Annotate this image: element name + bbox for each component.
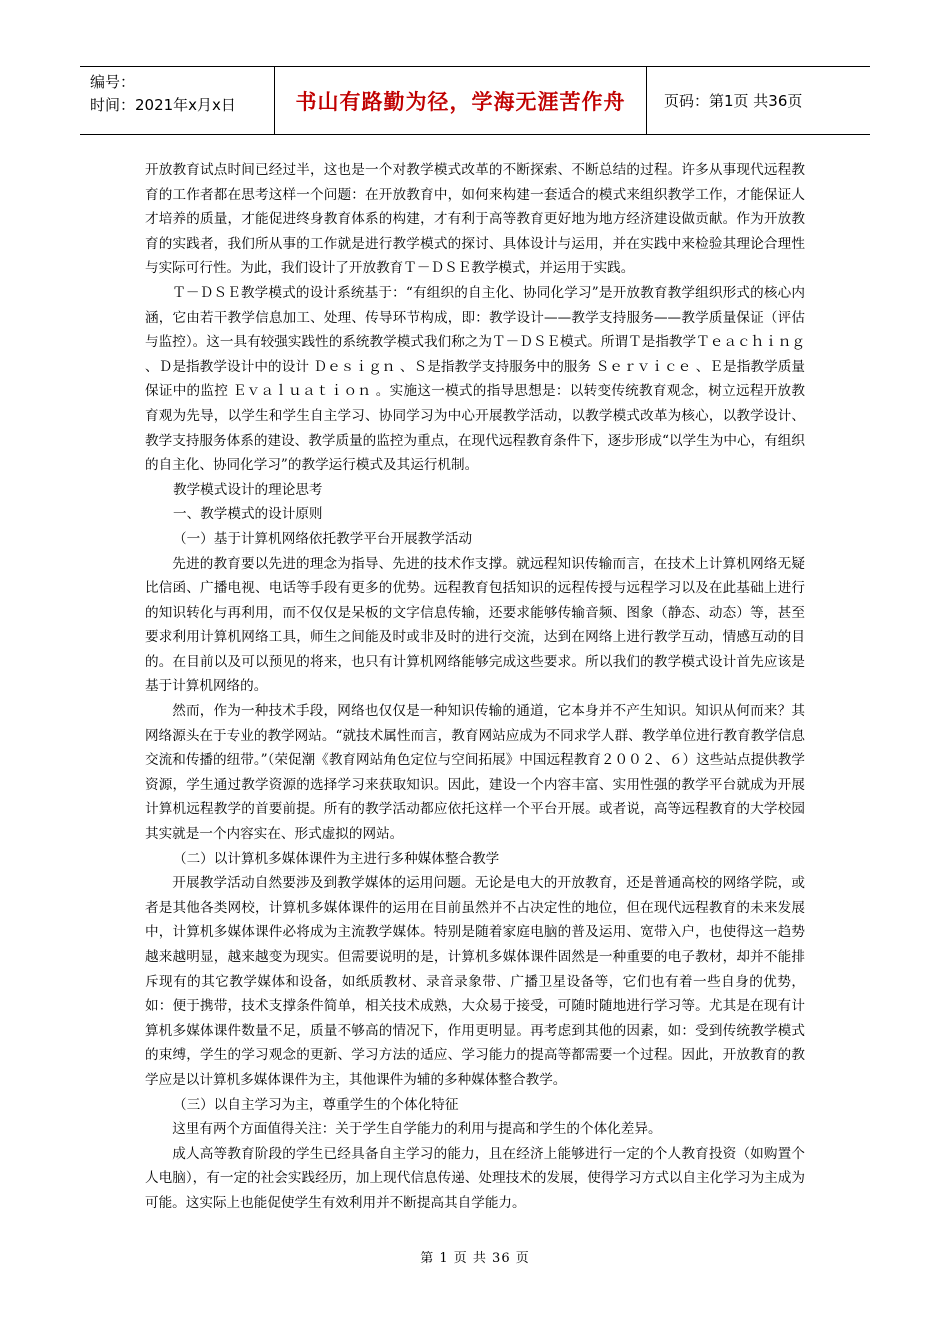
body-paragraph: 这里有两个方面值得关注：关于学生自学能力的利用与提高和学生的个体化差异。 — [172, 1121, 662, 1138]
intro-paragraph: 开放教育试点时间已经过半，这也是一个对教学模式改革的不断探索、不断总结的过程。许多从事现代远程教育的工作者都在思考这样一个问题：在开放教育中，如何来构建一套适合的模式来组织教学工作，才能保证人才培养的质量，才能促进终身教育体系的构建，才有利于高等教育更好地为地方经济建设做贡献。作为开放教育的实践者，我们所从事的工作就是进行教学模式的探讨、具体设计与运用，并在实践中来检验其理论合理性与实际可行性。为此，我们设计了开放教育Ｔ－ＤＳＥ教学模式，并运用于实践。 — [145, 162, 805, 277]
section-heading: 教学模式设计的理论思考 — [173, 481, 323, 498]
number-label: 编号： — [90, 73, 136, 91]
principle-heading-2: （二）以计算机多媒体课件为主进行多种媒体整合教学 — [173, 850, 500, 867]
body-paragraph: 先进的教育要以先进的理念为指导、先进的技术作支撑。就远程知识传输而言，在技术上计算机网络无疑比信函、广播电视、电话等手段有更多的优势。远程教育包括知识的远程传授与远程学习以及在此基础上进行的知识转化与再利用，而不仅仅是呆板的文字信息传输，还要求能够传输音频、图象（静态、动态）等，甚至要求利用计算机网络工具，师生之间能及时或非及时的进行交流，达到在网络上进行教学互动，情感互动的目的。在目前以及可以预见的将来，也只有计算机网络能够完成这些要求。所以我们的教学模式设计首先应该是基于计算机网络的。 — [145, 555, 805, 695]
header-page-cell — [647, 67, 870, 134]
motto-text: 书山有路勤为径，学海无涯苦作舟 — [295, 89, 626, 114]
model-definition-paragraph: Ｔ－ＤＳＥ教学模式的设计系统基于：“有组织的自主化、协同化学习”是开放教育教学组织形式的核心内涵，它由若干教学信息加工、处理、传导环节构成，即：教学设计——教学支持服务——教学质量保证（评估与监控）。这一具有较强实践性的系统教学模式我们称之为Ｔ－ＤＳＥ模式。所谓Ｔ是指教学Ｔｅａｃｈｉｎｇ 、Ｄ是指教学设计中的设计 Ｄｅｓｉｇｎ 、Ｓ是指教学支持服务中的服务 Ｓｅｒｖｉｃｅ 、Ｅ是指教学质量保证中的监控 Ｅｖａｌｕａｔｉｏｎ 。实施这一模式的指导思想是：以转变传统教育观念，树立远程开放教育观为先导，以学生和学生自主学习、协同学习为中心开展教学活动，以教学模式改革为核心，以教学设计、教学支持服务体系的建设、教学质量的监控为重点，在现代远程教育条件下，逐步形成“以学生为中心，有组织的自主化、协同化学习”的教学运行模式及其运行机制。 — [145, 284, 805, 474]
page-footer: 第 1 页 共 36 页 — [420, 1251, 530, 1266]
subsection-heading: 一、教学模式的设计原则 — [173, 506, 323, 523]
body-paragraph: 开展教学活动自然要涉及到教学媒体的运用问题。无论是电大的开放教育，还是普通高校的网络学院，或者是其他各类网校，计算机多媒体课件的运用在目前虽然并不占决定性的地位，但在现代远程教育的未来发展中，计算机多媒体课件必将成为主流教学媒体。特别是随着家庭电脑的普及运用、宽带入户，也使得这一趋势越来越明显，越来越变为现实。但需要说明的是，计算机多媒体课件固然是一种重要的电子教材，却并不能排斥现有的其它教学媒体和设备，如纸质教材、录音录象带、广播卫星设备等，它们也有着一些自身的优势，如：便于携带，技术支撑条件简单，相关技术成熟，大众易于接受，可随时随地进行学习等。尤其是在现有计算机多媒体课件数量不足，质量不够高的情况下，作用更明显。再考虑到其他的因素，如：受到传统教学模式的束缚，学生的学习观念的更新、学习方法的适应、学习能力的提高等都需要一个过程。因此，开放教育的教学应是以计算机多媒体课件为主，其他课件为辅的多种媒体整合教学。 — [145, 875, 805, 1088]
body-paragraph: 成人高等教育阶段的学生已经具备自主学习的能力，且在经济上能够进行一定的个人教育投资（如购置个人电脑），有一定的社会实践经历，加上现代信息传递、处理技术的发展，使得学习方式以自主化学习为主成为可能。这实际上也能促使学生有效利用并不断提高其自学能力。 — [145, 1145, 805, 1211]
header-meta-cell — [80, 67, 275, 134]
document-body — [145, 158, 805, 1216]
document-header — [80, 66, 870, 135]
page-info: 页码：第1页 共36页 — [664, 92, 803, 110]
principle-heading-1: （一）基于计算机网络依托教学平台开展教学活动 — [173, 530, 473, 547]
header-motto-cell — [275, 67, 647, 134]
body-paragraph: 然而，作为一种技术手段，网络也仅仅是一种知识传输的通道，它本身并不产生知识。知识从何而来？其网络源头在于专业的教学网站。“就技术属性而言，教育网站应成为不同求学人群、教学单位进行教育教学信息交流和传播的纽带。”（荣促潮《教育网站角色定位与空间拓展》中国远程教育２００２、６）这些站点提供教学资源，学生通过教学资源的选择学习来获取知识。因此，建设一个内容丰富、实用性强的教学平台就成为开展计算机远程教学的首要前提。所有的教学活动都应依托这样一个平台开展。或者说，高等远程教育的大学校园其实就是一个内容实在、形式虚拟的网站。 — [145, 703, 805, 843]
time-label: 时间：2021年x月x日 — [90, 96, 236, 114]
principle-heading-3: （三）以自主学习为主，尊重学生的个体化特征 — [173, 1096, 459, 1113]
